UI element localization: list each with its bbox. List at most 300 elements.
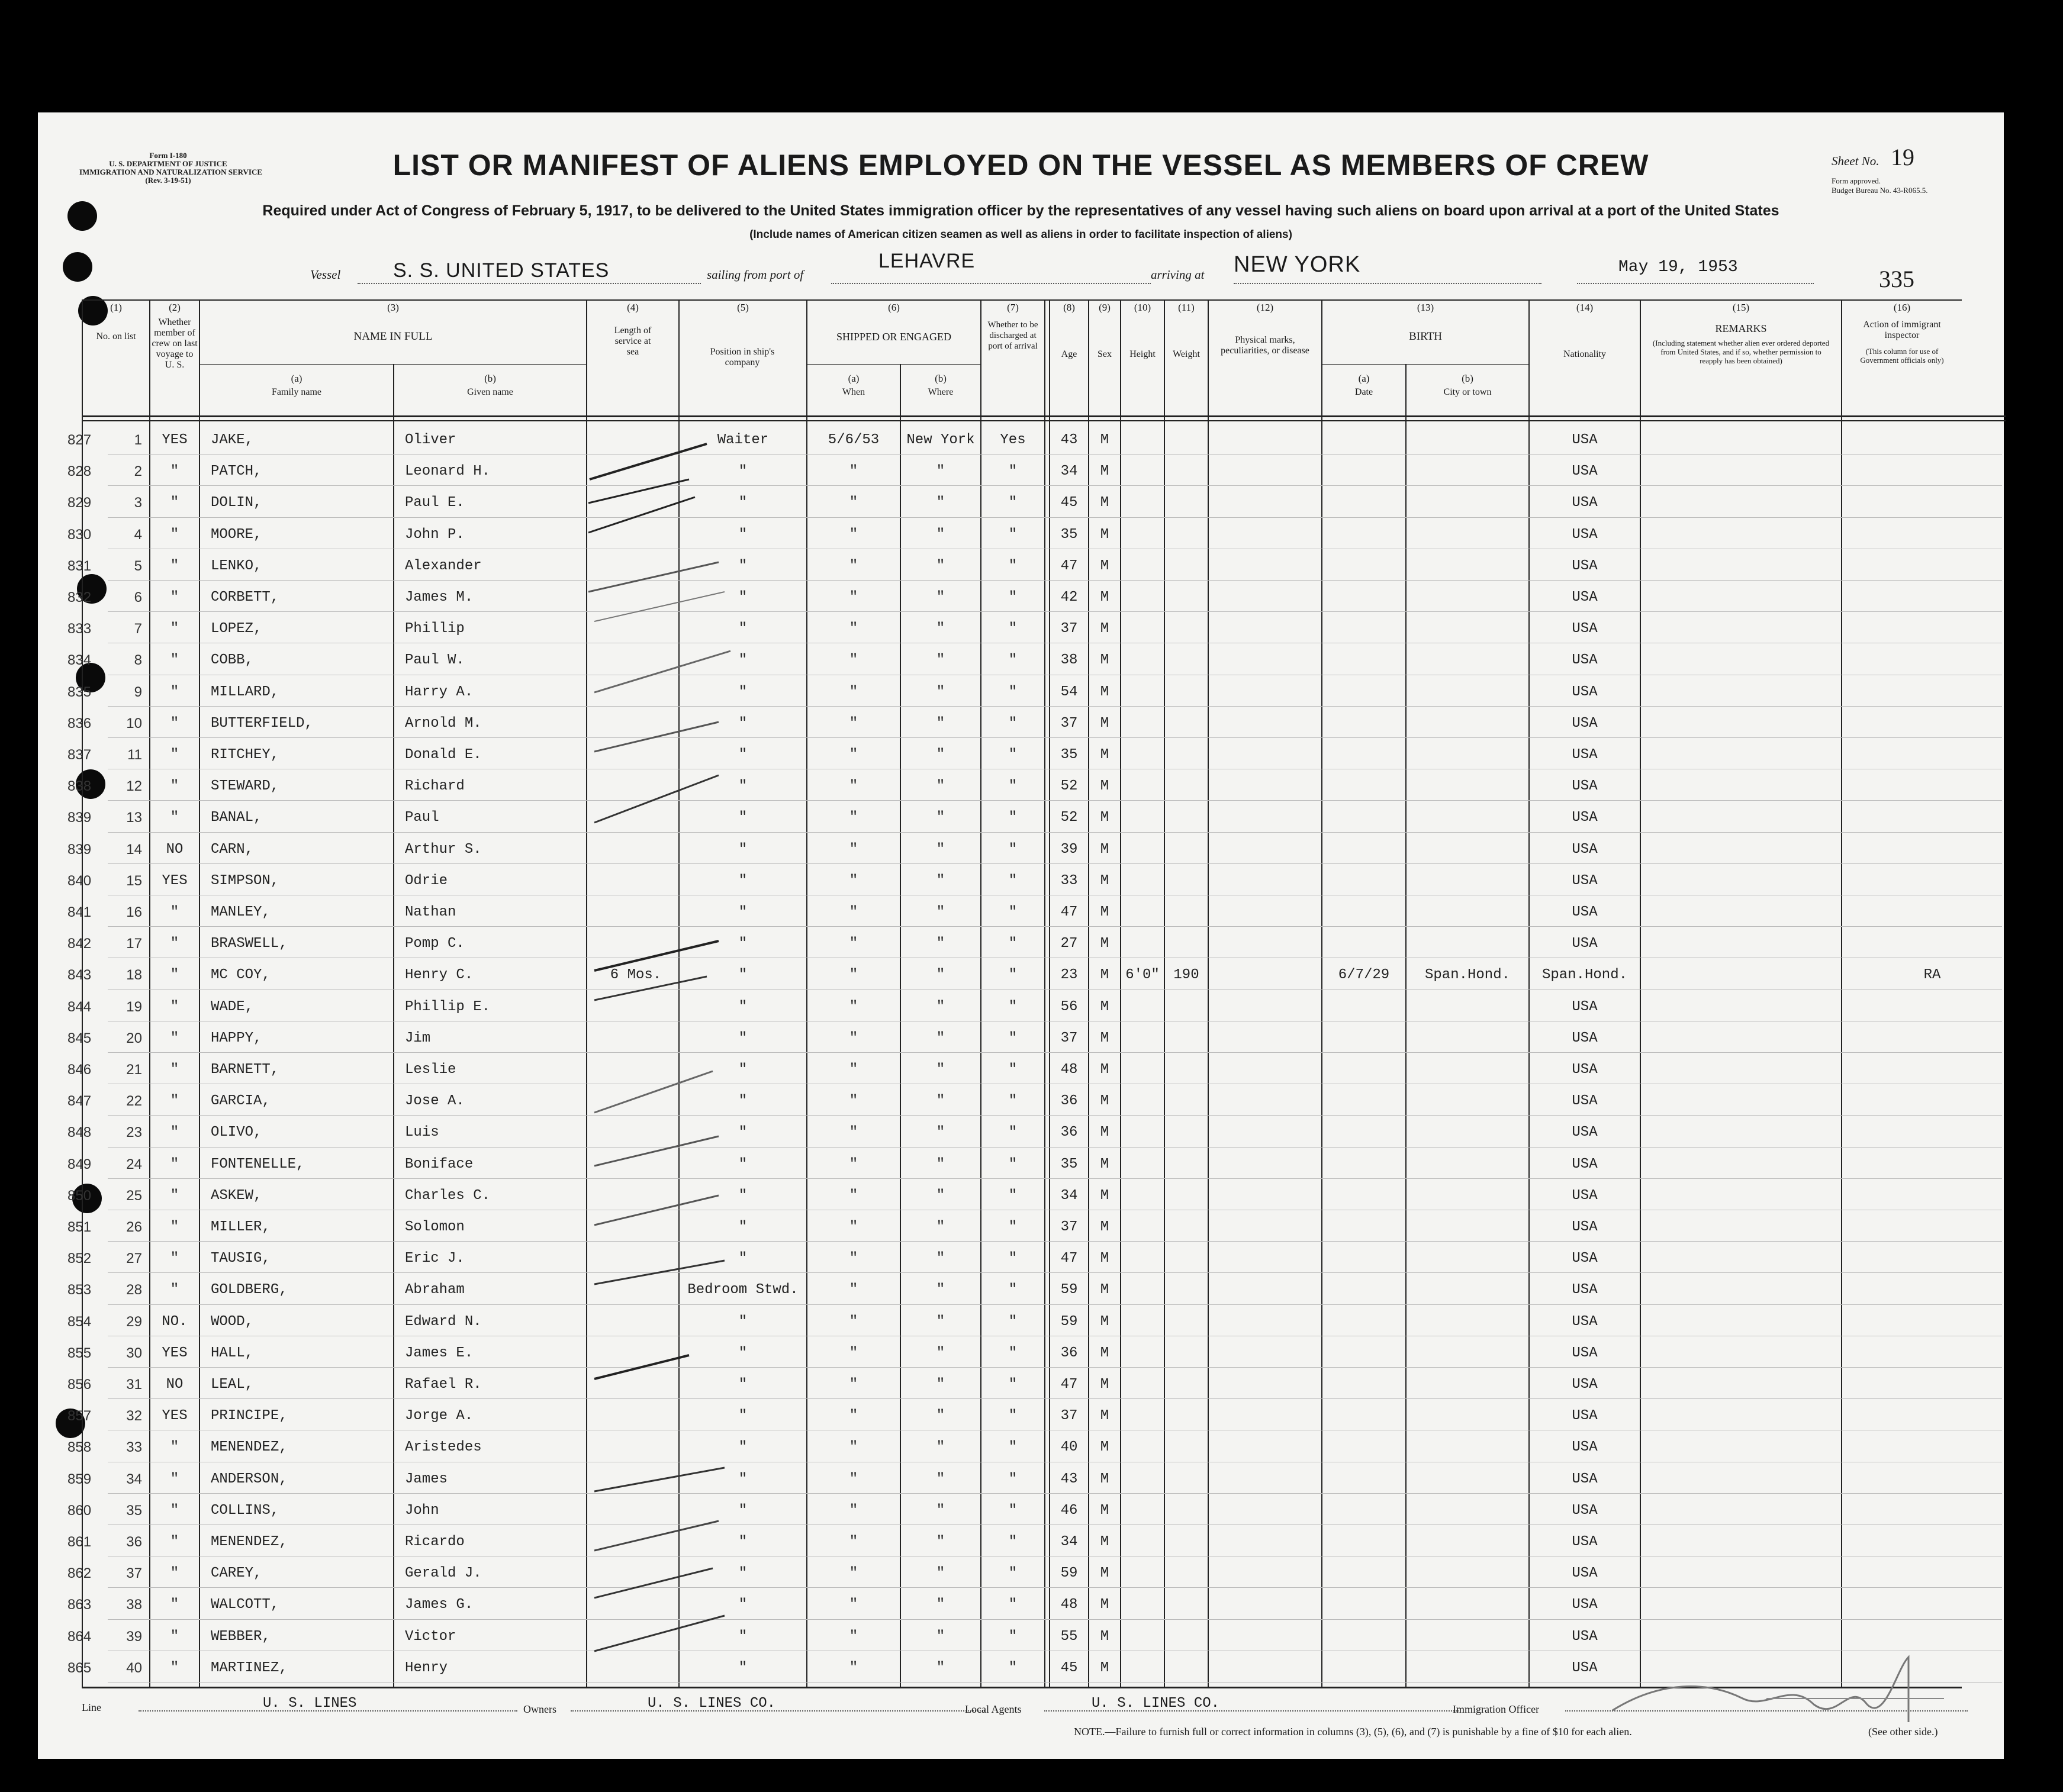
sex: M [1100,1534,1109,1550]
sex: M [1100,1628,1109,1645]
position: " [738,1502,748,1519]
nationality: USA [1572,810,1598,826]
discharged: " [1008,1187,1018,1204]
serial-number: 856 [67,1377,92,1393]
list-number: 15 [126,872,142,889]
position: " [738,747,748,763]
list-number: 20 [126,1030,142,1046]
shipped-where: " [936,652,945,669]
sex: M [1100,715,1109,731]
serial-number: 857 [67,1408,92,1424]
given-name: Rafael R. [405,1377,482,1393]
discharged: " [1008,936,1018,952]
discharged: " [1008,1250,1018,1267]
shipped-when: " [849,841,858,858]
previous-voyage: " [170,1062,179,1078]
shipped-where: " [936,872,945,889]
shipped-when: " [849,621,858,637]
family-name: WEBBER, [211,1628,271,1645]
age: 43 [1060,1471,1078,1487]
discharged: " [1008,463,1018,480]
row-rule [108,832,2002,833]
col-14-num: (14) [1576,302,1594,313]
shipped-where: " [936,1439,945,1456]
age: 48 [1060,1597,1078,1613]
shipped-where: " [936,810,945,826]
previous-voyage: " [170,1628,179,1645]
discharged: " [1008,1219,1018,1235]
list-number: 9 [134,684,142,700]
port-to: NEW YORK [1234,252,1361,277]
shipped-when: " [849,810,858,826]
position: " [738,967,748,984]
shipped-when: " [849,1187,858,1204]
previous-voyage: " [170,1250,179,1267]
family-name: RITCHEY, [211,747,279,763]
shipped-where: " [936,1534,945,1550]
list-number: 40 [126,1659,142,1676]
family-name: JAKE, [211,432,254,448]
list-number: 11 [127,747,142,763]
sex: M [1100,1282,1109,1298]
family-name: MENENDEZ, [211,1439,288,1456]
previous-voyage: " [170,1030,179,1046]
row-rule [108,1304,2002,1305]
list-number: 35 [126,1502,142,1519]
previous-voyage: " [170,1282,179,1298]
vessel-label: Vessel [310,267,341,282]
position: " [738,1628,748,1645]
shipped-where: " [936,495,945,511]
list-number: 30 [126,1345,142,1361]
nationality: USA [1572,1187,1598,1204]
shipped-where: " [936,1030,945,1046]
discharged: " [1008,1597,1018,1613]
family-name: MILLARD, [211,684,279,700]
row-rule [108,706,2002,707]
nationality: Span.Hond. [1541,967,1628,984]
col-10-num: (10) [1134,302,1151,313]
serial-number: 838 [67,778,92,795]
col-16-num: (16) [1893,302,1911,313]
position: " [738,526,748,543]
punch-hole [63,252,92,282]
list-number: 12 [126,778,142,795]
row-rule [108,1619,2002,1620]
nationality: USA [1572,1030,1598,1046]
nationality: USA [1572,1345,1598,1361]
discharged: " [1008,1534,1018,1550]
col-11-header: Weight [1173,349,1200,359]
col-6a-header: When [842,387,865,397]
col-3b-header: Given name [467,387,513,397]
list-number: 32 [126,1408,142,1424]
row-rule [108,1398,2002,1399]
position: " [738,684,748,700]
family-name: MENENDEZ, [211,1534,288,1550]
col-15-header: REMARKS [1715,323,1767,334]
col-15-subheader: (Including statement whether alien ever ordered deported from United States, and if so, whether permission to reapply has been obtained) [1652,339,1830,365]
discharged: " [1008,967,1018,984]
sex: M [1100,810,1109,826]
shipped-when: " [849,1313,858,1330]
shipped-where: " [936,1313,945,1330]
given-name: Leslie [405,1062,456,1078]
shipped-where: " [936,589,945,605]
family-name: ASKEW, [211,1187,262,1204]
col-9-num: (9) [1099,302,1111,313]
sex: M [1100,684,1109,700]
length-of-service: 6 Mos. [610,967,662,984]
previous-voyage: YES [162,1408,188,1424]
row-rule [108,800,2002,801]
age: 46 [1060,1502,1078,1519]
form-number: Form I-180 [149,151,187,160]
list-number: 27 [126,1250,142,1267]
shipped-when: " [849,589,858,605]
list-number: 17 [126,936,142,952]
row-rule [108,580,2002,581]
header-bottom-border-2 [82,420,2006,421]
shipped-when: " [849,1250,858,1267]
owners-fill-line [571,1710,985,1712]
family-name: LENKO, [211,557,262,574]
shipped-when: " [849,1408,858,1424]
position: " [738,715,748,731]
serial-number: 843 [67,967,92,984]
sex: M [1100,652,1109,669]
col-6-num: (6) [888,302,900,313]
shipped-where: " [936,1502,945,1519]
given-name: Gerald J. [405,1565,482,1582]
given-name: Victor [405,1628,456,1645]
row-rule [108,1115,2002,1116]
row-rule [108,1587,2002,1588]
position: " [738,1377,748,1393]
col-3-num: (3) [387,302,399,313]
previous-voyage: " [170,747,179,763]
position: Bedroom Stwd. [687,1282,799,1298]
position: " [738,1408,748,1424]
serial-number: 865 [67,1659,92,1676]
list-number: 10 [126,715,142,731]
given-name: John P. [405,526,465,543]
previous-voyage: " [170,1439,179,1456]
nationality: USA [1572,1565,1598,1582]
given-name: Arthur S. [405,841,482,858]
position: " [738,872,748,889]
age: 47 [1060,904,1078,920]
list-number: 2 [134,463,142,480]
family-name: CARN, [211,841,254,858]
col-1-header: No. on list [96,331,136,341]
serial-number: 845 [67,1030,92,1046]
stamp-number: 335 [1879,266,1914,292]
age: 27 [1060,936,1078,952]
sex: M [1100,841,1109,858]
discharged: " [1008,1093,1018,1110]
shipped-when: " [849,967,858,984]
serial-number: 861 [67,1534,92,1550]
col-10-header: Height [1129,349,1156,359]
sex: M [1100,1124,1109,1141]
serial-number: 862 [67,1565,92,1582]
row-rule [108,1367,2002,1368]
row-rule [108,517,2002,518]
col-12-header: Physical marks, peculiarities, or disease [1221,335,1309,356]
previous-voyage: " [170,1471,179,1487]
nationality: USA [1572,778,1598,795]
family-name: LOPEZ, [211,621,262,637]
shipped-when: " [849,1628,858,1645]
col-16-subheader: (This column for use of Government officials only) [1860,347,1944,365]
family-name: MILLER, [211,1219,271,1235]
discharged: " [1008,1628,1018,1645]
previous-voyage: " [170,810,179,826]
previous-voyage: " [170,526,179,543]
previous-voyage: " [170,998,179,1015]
form-rev: (Rev. 3-19-51) [145,176,191,185]
shipped-when: " [849,684,858,700]
previous-voyage: " [170,495,179,511]
sex: M [1100,495,1109,511]
serial-number: 863 [67,1597,92,1613]
given-name: James [405,1471,448,1487]
family-name: PRINCIPE, [211,1408,288,1424]
previous-voyage: NO [166,841,184,858]
list-number: 7 [134,621,142,637]
previous-voyage: " [170,1565,179,1582]
age: 42 [1060,589,1078,605]
table-top-border [82,299,1962,301]
previous-voyage: " [170,1597,179,1613]
age: 37 [1060,1030,1078,1046]
shipped-when: " [849,747,858,763]
list-number: 34 [126,1471,142,1487]
nationality: USA [1572,1502,1598,1519]
nationality: USA [1572,904,1598,920]
previous-voyage: " [170,1534,179,1550]
age: 34 [1060,463,1078,480]
serial-number: 841 [67,904,92,920]
discharged: " [1008,1030,1018,1046]
sex: M [1100,904,1109,920]
serial-number: 828 [67,463,92,480]
shipped-when: " [849,557,858,574]
family-name: BANAL, [211,810,262,826]
manifest-sheet [38,112,2004,1759]
age: 48 [1060,1062,1078,1078]
see-other-side: (See other side.) [1868,1726,1938,1738]
previous-voyage: " [170,1187,179,1204]
agents-label: Local Agents [965,1703,1022,1715]
family-name: TAUSIG, [211,1250,271,1267]
nationality: USA [1572,1377,1598,1393]
position: " [738,1124,748,1141]
sex: M [1100,778,1109,795]
position: " [738,557,748,574]
shipped-when: " [849,1093,858,1110]
family-name: ANDERSON, [211,1471,288,1487]
sex: M [1100,1062,1109,1078]
age: 52 [1060,778,1078,795]
nationality: USA [1572,1282,1598,1298]
shipped-where: " [936,967,945,984]
age: 54 [1060,684,1078,700]
birth-date: 6/7/29 [1338,967,1390,984]
given-name: Leonard H. [405,463,491,480]
previous-voyage: " [170,715,179,731]
shipped-when: " [849,1219,858,1235]
previous-voyage: " [170,1502,179,1519]
age: 36 [1060,1345,1078,1361]
agents-value: U. S. LINES CO. [1092,1696,1220,1712]
previous-voyage: YES [162,432,188,448]
nationality: USA [1572,1313,1598,1330]
serial-number: 832 [67,589,92,605]
sex: M [1100,1093,1109,1110]
name-subheader-rule [199,364,586,365]
sex: M [1100,589,1109,605]
previous-voyage: NO. [162,1313,188,1330]
col-3a-header: Family name [272,387,321,397]
given-name: James E. [405,1345,474,1361]
officer-label: Immigration Officer [1453,1703,1540,1715]
shipped-when: 5/6/53 [828,432,880,448]
list-number: 3 [134,495,142,511]
row-rule [108,1147,2002,1148]
list-number: 8 [134,652,142,669]
age: 37 [1060,715,1078,731]
given-name: Solomon [405,1219,465,1235]
arrival-date: May 19, 1953 [1618,258,1738,276]
serial-number: 837 [67,747,92,763]
col-13-num: (13) [1417,302,1434,313]
nationality: USA [1572,936,1598,952]
age: 40 [1060,1439,1078,1456]
given-name: Richard [405,778,465,795]
given-name: John [405,1502,439,1519]
position: " [738,936,748,952]
family-name: PATCH, [211,463,262,480]
col-8-num: (8) [1063,302,1075,313]
nationality: USA [1572,1659,1598,1676]
given-name: Harry A. [405,684,474,700]
line-value: U. S. LINES [263,1696,357,1712]
age: 34 [1060,1534,1078,1550]
col-2-num: (2) [169,302,181,313]
discharged: " [1008,1124,1018,1141]
discharged: " [1008,747,1018,763]
serial-number: 855 [67,1345,92,1361]
shipped-when: " [849,1062,858,1078]
col-14-header: Nationality [1563,349,1606,359]
list-number: 23 [126,1124,142,1141]
nationality: USA [1572,1628,1598,1645]
shipped-where: " [936,1156,945,1172]
list-number: 16 [126,904,142,920]
serial-number: 853 [67,1282,92,1298]
sheet-number: 19 [1891,144,1914,170]
previous-voyage: " [170,652,179,669]
nationality: USA [1572,998,1598,1015]
age: 36 [1060,1124,1078,1141]
sailing-label: sailing from port of [707,267,804,282]
age: 39 [1060,841,1078,858]
age: 37 [1060,621,1078,637]
list-number: 5 [134,557,142,574]
sex: M [1100,1502,1109,1519]
shipped-where: " [936,1062,945,1078]
shipped-where: " [936,621,945,637]
page-note: (Include names of American citizen seamen as well as aliens in order to facilitate inspection of aliens) [749,228,1292,241]
shipped-where: " [936,526,945,543]
sex: M [1100,967,1109,984]
shipped-when: " [849,1345,858,1361]
col-13b-header: City or town [1443,387,1492,397]
position: " [738,904,748,920]
discharged: " [1008,495,1018,511]
sex: M [1100,432,1109,448]
previous-voyage: " [170,1156,179,1172]
shipped-where: " [936,1565,945,1582]
family-name: BUTTERFIELD, [211,715,313,731]
col-6a-num: (a) [848,373,860,384]
col-3a-num: (a) [291,373,302,384]
position: " [738,810,748,826]
port-from: LEHAVRE [878,250,976,272]
shipped-where: " [936,715,945,731]
list-number: 14 [126,841,142,858]
given-name: Abraham [405,1282,465,1298]
discharged: " [1008,1659,1018,1676]
shipped-when: " [849,904,858,920]
list-number: 36 [126,1534,142,1550]
officer-signature [1589,1645,1944,1734]
age: 59 [1060,1313,1078,1330]
col-4-num: (4) [627,302,639,313]
given-name: Nathan [405,904,456,920]
col-9-header: Sex [1098,349,1112,359]
shipped-where: " [936,936,945,952]
list-number: 21 [126,1062,142,1078]
serial-number: 848 [67,1124,92,1141]
age: 23 [1060,967,1078,984]
nationality: USA [1572,652,1598,669]
position: " [738,463,748,480]
col-16-header: Action of immigrant inspector [1863,320,1941,340]
form-service: IMMIGRATION AND NATURALIZATION SERVICE [79,167,263,176]
serial-number: 835 [67,684,92,700]
shipped-where: " [936,1408,945,1424]
inspector-action: RA [1923,967,1941,984]
position: " [738,1345,748,1361]
discharged: " [1008,810,1018,826]
col-13a-num: (a) [1358,373,1370,384]
row-rule [108,1493,2002,1494]
previous-voyage: " [170,778,179,795]
given-name: Paul E. [405,495,465,511]
nationality: USA [1572,1062,1598,1078]
discharged: " [1008,557,1018,574]
col-3b-num: (b) [484,373,496,384]
serial-number: 840 [67,872,92,889]
sex: M [1100,1439,1109,1456]
page-subtitle: Required under Act of Congress of February 5, 1917, to be delivered to the United States immigration officer by the representatives of any vessel having such aliens on board upon arrival at a port of the United States [262,202,1779,219]
col-6b-header: Where [928,387,954,397]
previous-voyage: " [170,936,179,952]
shipped-when: " [849,872,858,889]
